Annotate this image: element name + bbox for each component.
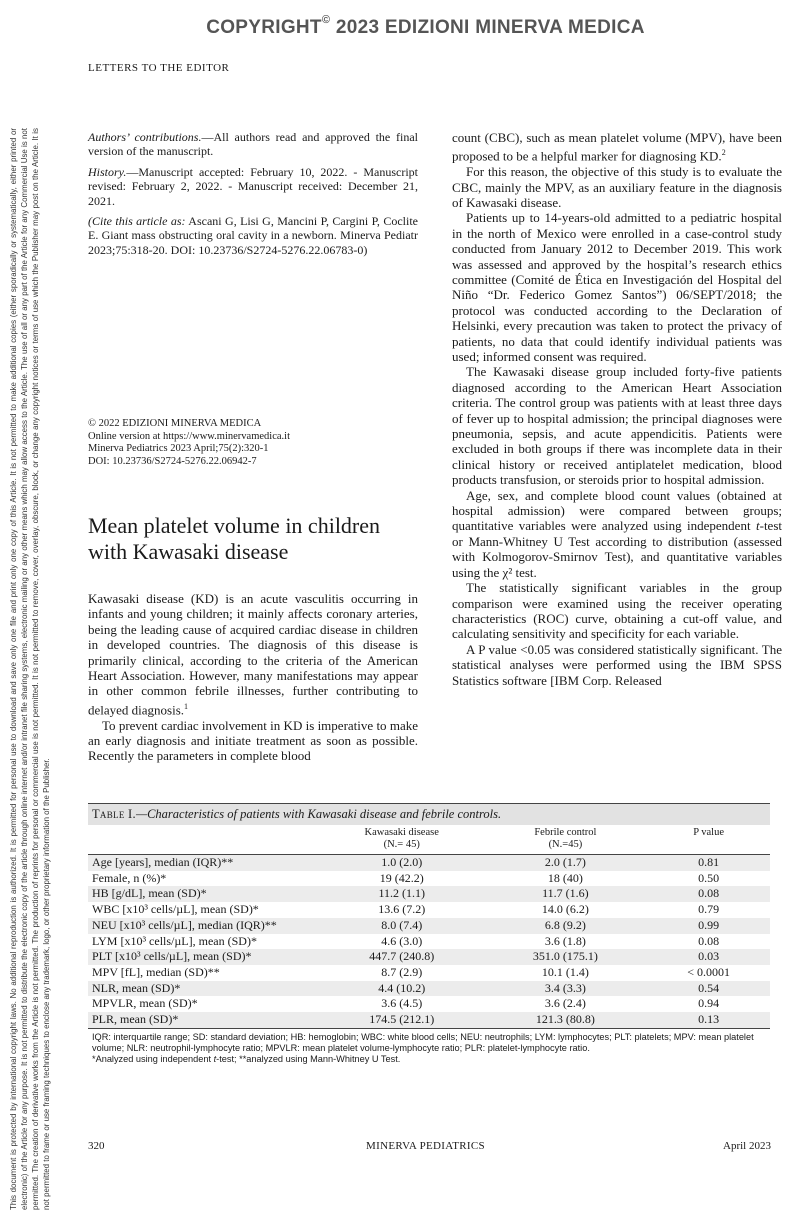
page-number: 320 (88, 1140, 105, 1152)
cell-fc: 14.0 (6.2) (541, 902, 589, 917)
cell-label: PLT [x10³ cells/µL], mean (SD)* (88, 949, 320, 965)
pub-doi[interactable]: DOI: 10.23736/S2724-5276.22.06942-7 (88, 455, 257, 467)
article-metadata (88, 130, 418, 263)
cell-fc: 10.1 (1.4) (541, 964, 589, 979)
cell-p: 0.13 (647, 1012, 770, 1028)
cell-fc: 351.0 (175.1) (484, 949, 648, 965)
cell-label: NLR, mean (SD)* (88, 981, 320, 997)
cell-p: 0.03 (647, 949, 770, 965)
section-label: LETTERS TO THE EDITOR (88, 62, 230, 74)
article-body-left (88, 591, 418, 764)
cell-p: 0.94 (698, 996, 720, 1011)
cell-fc: 3.6 (1.8) (544, 933, 586, 948)
cell-p: 0.79 (698, 902, 720, 917)
table-1 (88, 803, 770, 1065)
citation: (Cite this article as: Ascani G, Lisi G, Mancini P, Cargini P, Coclite E. Giant mass obstructing oral cavity in a newborn. Minerva Pediatr 2023;75:318-20. DOI: 10.23736/S2724-5276.22.06783-0) (88, 214, 418, 257)
cell-kd: 19 (42.2) (379, 870, 424, 885)
cell-label: Age [years], median (IQR)** (88, 855, 320, 871)
article-body-right (452, 130, 782, 688)
reference-marker[interactable]: 1 (184, 701, 189, 711)
cell-label: NEU [x10³ cells/µL], median (IQR)** (88, 918, 320, 934)
copyright-word: COPYRIGHT (206, 17, 322, 38)
table-row (88, 949, 770, 965)
table-caption: Table I.—Characteristics of patients with Kawasaki disease and febrile controls. (88, 803, 770, 825)
cell-fc: 3.4 (3.3) (484, 981, 648, 997)
cell-label: PLR, mean (SD)* (88, 1012, 320, 1028)
copyright-notice: This document is protected by international copyright laws. No additional reproduction is authorized. It is permitted for personal use to download and save only one file and print only one copy of this Article. It is not permitted to make additional copies (either sporadically or systematically, either printed or electronic) of the Article for any purpose. It is not permitted to distribute the electronic copy of the article through online internet and/or intranet file sharing systems, electronic mailing or any other means which may allow access to the Article. The use of all or any part of the Article for any Commercial Use is not permitted. The creation of derivative works from the Article is not permitted. The production of reprints for personal or commercial use is not permitted. It is not permitted to remove, cover, overlay, obscure, block, or change any copyright notices or terms of use which the Publisher may post on the Article. It is not permitted to frame or use framing techniques to enclose any trademark, logo, or other proprietary information of the Publisher. (9, 128, 51, 1210)
publication-info (88, 418, 418, 468)
cell-p: < 0.0001 (687, 964, 730, 979)
pub-journal-issue: Minerva Pediatrics 2023 April;75(2):320-1 (88, 443, 269, 454)
cell-fc: 121.3 (80.8) (484, 1012, 648, 1028)
table-footnote (88, 1029, 770, 1065)
table-row (88, 934, 770, 950)
cell-p: 0.08 (698, 933, 720, 948)
cell-kd: 3.6 (4.5) (381, 996, 423, 1011)
cell-fc: 11.7 (1.6) (484, 886, 648, 902)
cell-kd: 8.7 (2.9) (381, 964, 423, 979)
table-row (88, 902, 770, 918)
paragraph: Patients up to 14-years-old admitted to a pediatric hospital in the north of Mexico were enrolled in a case-control study conducted from January 2012 to December 2019. This work was assessed and approved by the hospital’s research ethics committee (Comité de Ética en Investigación del Hospital del Niño “Dr. Federico Gomez Santos”) 06/SEPT/2018; the protocol was conducted according to the Declaration of Helsinki, every precaution was taken to protect the privacy of patients, no data that could identify individual patients was used; informed consent was required. (452, 210, 782, 365)
cell-kd: 13.6 (7.2) (378, 902, 426, 917)
cell-kd: 11.2 (1.1) (320, 886, 484, 902)
cell-label: MPVLR, mean (SD)* (92, 996, 198, 1011)
cell-p: 0.81 (647, 855, 770, 871)
cell-label: WBC [x10³ cells/µL], mean (SD)* (92, 902, 259, 917)
cell-p: 0.50 (698, 870, 720, 885)
header-p-value: P value (647, 825, 770, 855)
cell-kd: 4.6 (3.0) (381, 933, 423, 948)
copyright-banner (0, 14, 811, 39)
cell-label: HB [g/dL], mean (SD)* (88, 886, 320, 902)
paragraph: Kawasaki disease (KD) is an acute vasculitis occurring in infants and young children; it mainly affects coronary arteries, being the leading cause of acquired cardiac disease in children in developed countries. The diagnosis of this disease is primarily clinical, according to the criteria of the American Heart Association. However, many manifestations may appear in other common febrile illnesses, further contributing to delayed diagnosis.$^1$ (88, 591, 418, 718)
author-contributions: Authors’ contributions.—All authors read and approved the final version of the manuscript. (88, 130, 419, 159)
cell-p: 0.99 (647, 918, 770, 934)
cell-kd: 8.0 (7.4) (320, 918, 484, 934)
cell-kd: 174.5 (212.1) (320, 1012, 484, 1028)
cell-kd: 447.7 (240.8) (320, 949, 484, 965)
cell-label: MPV [fL], median (SD)** (92, 964, 220, 979)
header-febrile-control: Febrile control (N.=45) (484, 825, 648, 855)
pub-online-url[interactable]: Online version at https://www.minervamedica.it (88, 430, 290, 442)
analysis-note: *Analyzed using independent t-test; **analyzed using Mann-Whitney U Test. (92, 1053, 401, 1064)
cell-fc: 3.6 (2.4) (544, 996, 586, 1011)
paragraph: For this reason, the objective of this study is to evaluate the CBC, mainly the MPV, as an auxiliary feature in the diagnosis of Kawasaki disease. (452, 164, 782, 210)
copyright-publisher: 2023 EDIZIONI MINERVA MEDICA (335, 17, 645, 38)
cell-label: LYM [x10³ cells/µL], mean (SD)* (92, 933, 257, 948)
issue-date: April 2023 (723, 1140, 771, 1152)
cell-kd: 4.4 (10.2) (320, 981, 484, 997)
cell-label: Female, n (%)* (92, 870, 167, 885)
table-row (88, 918, 770, 934)
header-variable (88, 825, 320, 855)
table-row (88, 996, 770, 1012)
header-kawasaki: Kawasaki disease (N.= 45) (320, 825, 484, 855)
cell-fc: 6.8 (9.2) (484, 918, 648, 934)
paragraph: Age, sex, and complete blood count values (obtained at hospital admission) were compared between groups; quantitative variables were analyzed using independent t-test or Mann-Whitney U Test according to distribution (assessed with Kolmogorov-Smirnov Test), and quantitative variables using the χ² test. (452, 487, 782, 580)
cell-fc: 2.0 (1.7) (484, 855, 648, 871)
cell-p: 0.08 (647, 886, 770, 902)
copyright-sidebar (8, 128, 78, 1210)
pub-copyright: © 2022 EDIZIONI MINERVA MEDICA (88, 418, 262, 429)
copyright-symbol: © (321, 14, 331, 26)
journal-name: MINERVA PEDIATRICS (366, 1140, 485, 1152)
cell-kd: 1.0 (2.0) (320, 855, 484, 871)
manuscript-history: History.—Manuscript accepted: February 10, 2022. - Manuscript revised: February 2, 2022. - Manuscript received: December 21, 2021. (88, 164, 418, 208)
table-row (88, 981, 770, 997)
paragraph: The statistically significant variables in the group comparison were examined using the receiver operating characteristics (ROC) curve, obtaining a cut-off value, and calculating sensitivity and specificity for each variable. (452, 580, 782, 642)
paragraph: A P value <0.05 was considered statistically significant. The statistical analyses were performed using the IBM SPSS Statistics software [IBM Corp. Released (452, 641, 782, 688)
table-row (88, 886, 770, 902)
table-row (88, 855, 770, 871)
reference-marker[interactable]: 2 (721, 148, 726, 158)
paragraph: The Kawasaki disease group included forty-five patients diagnosed according to the American Heart Association criteria. The control group was patients with at least three days of fever up to hospital admission; the principal diagnoses were pneumonia, sepsis, and acute appendicitis. Patients were excluded in both groups if there was incomplete data in their clinical history or received antiplatelet medication, blood products transfusion, or steroids prior to hospital admission. (452, 364, 782, 488)
paragraph: To prevent cardiac involvement in KD is imperative to make an early diagnosis and initiate treatment as soon as possible. Recently the parameters in complete blood (88, 717, 418, 764)
cell-p: 0.54 (647, 981, 770, 997)
article-title: Mean platelet volume in children with Kawasaki disease (88, 513, 381, 564)
abbreviations-note: IQR: interquartile range; SD: standard deviation; HB: hemoglobin; WBC: white blood cells; NEU: neutrophils; LYM: lymphocytes; PLT: platelets; MPV: mean platelet volume; NLR: neutrophil-lymphocyte ratio; MPVLR: mean platelet volume-lymphocyte ratio; PLR: platelet-lymphocyte ratio. (92, 1031, 754, 1053)
table-row (88, 871, 770, 887)
paragraph: count (CBC), such as mean platelet volume (MPV), have been proposed to be a helpful marker for diagnosing KD.$^2$ (452, 130, 782, 164)
table-row (88, 1012, 770, 1028)
cell-fc: 18 (40) (547, 870, 583, 885)
table-row (88, 965, 770, 981)
characteristics-table (88, 825, 770, 1029)
